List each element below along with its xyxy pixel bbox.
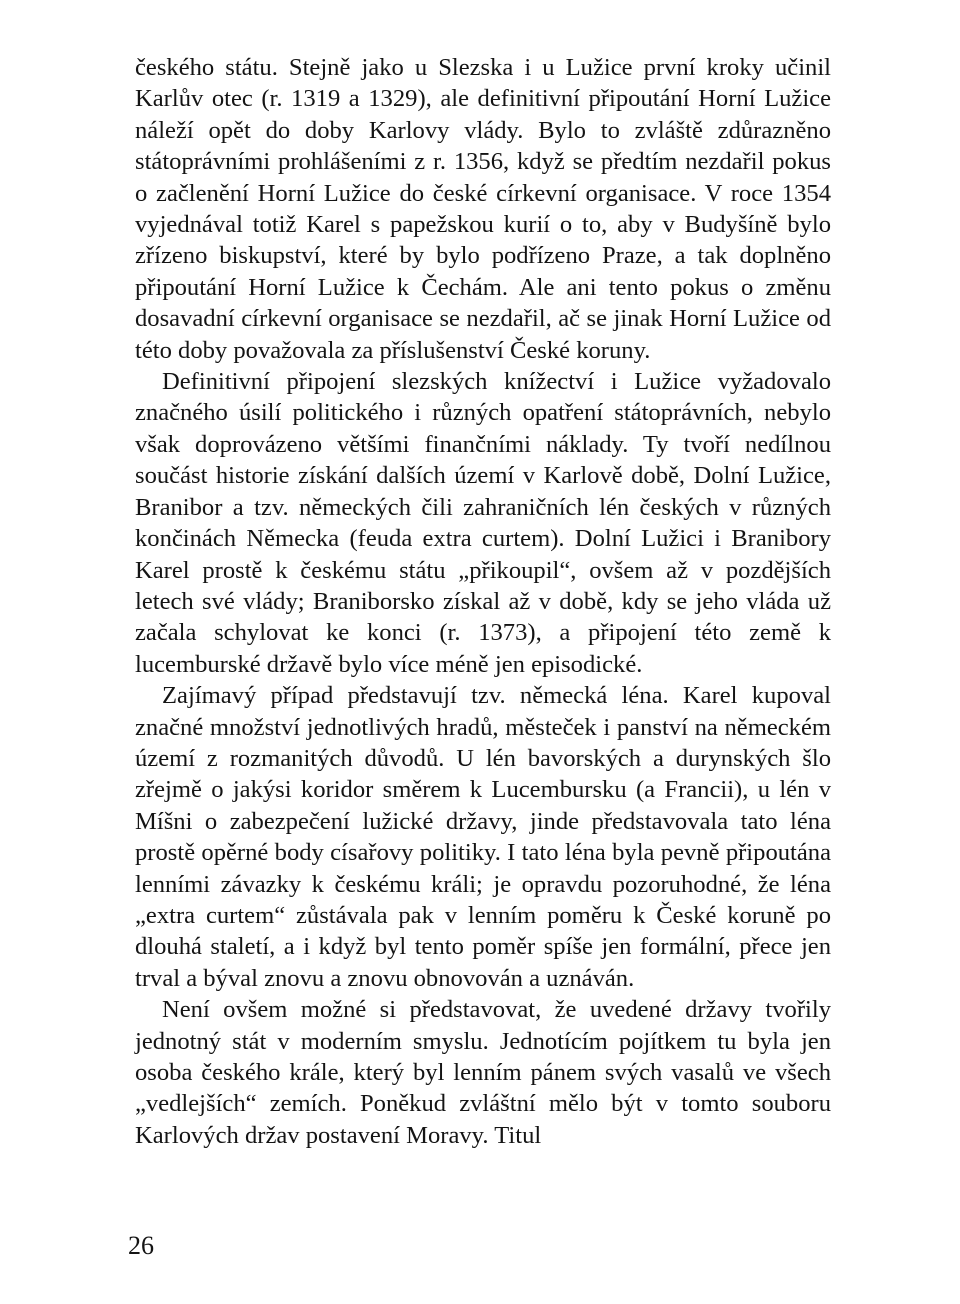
page-number: 26 [128,1231,154,1260]
page-text [135,52,831,1151]
paragraph-2: Definitivní připojení slezských knížectví i Lužice vyžadovalo značného úsilí politického i různých opatření státoprávních, nebylo však doprovázeno většími finančními náklady. Ty tvoří nedílnou součást historie získání dalších území v Karlově době, Dolní Lužice, Branibor a tzv. německých čili zahraničních lén českých v různých končinách Německa (feuda extra curtem). Dolní Lužici i Branibory Karel prostě k českému státu „přikoupil“, ovšem až v pozdějších letech své vlády; Braniborsko získal až v době, kdy se jeho vláda už začala schylovat ke konci (r. 1373), a připojení této země k lucemburské državě bylo více méně jen episodické. [135,368,831,678]
paragraph-1: českého státu. Stejně jako u Slezska i u Lužice první kroky učinil Karlův otec (r. 1319 a 1329), ale definitivní připoutání Horní Lužice náleží opět do doby Karlovy vlády. Bylo to zvláště zdůrazněno státoprávními prohlášeními z r. 1356, když se předtím nezdařil pokus o začlenění Horní Lužice do české církevní organisace. V roce 1354 vyjednával totiž Karel s papežskou kurií o to, aby v Budyšíně bylo zřízeno biskupství, které by bylo podřízeno Praze, a tak doplněno připoutání Horní Lužice k Čechám. Ale ani tento pokus o změnu dosavadní církevní organisace se nezdařil, ač se jinak Horní Lužice od této doby považovala za příslušenství České koruny. [135,54,831,364]
paragraph-4: Není ovšem možné si představovat, že uvedené državy tvořily jednotný stát v moderním smyslu. Jednotícím pojítkem tu byla jen osoba českého krále, který byl lenním pánem svých vasalů ve všech „vedlejších“ zemích. Poněkud zvláštní mělo být v tomto souboru Karlových držav postavení Moravy. Titul [135,996,831,1149]
paragraph-3: Zajímavý případ představují tzv. německá léna. Karel kupoval značné množství jednotlivých hradů, městeček i panství na německém území z rozmanitých důvodů. U lén bavorských a durynských šlo zřejmě o jakýsi koridor směrem k Lucembursku (a Francii), u lén v Míšni o zabezpečení lužické državy, jinde představovala tato léna prostě opěrné body císařovy politiky. I tato léna byla pevně připoutána lenními závazky k českému králi; je opravdu pozoruhodné, že léna „extra curtem“ zůstávala pak v lenním poměru k České koruně po dlouhá staletí, a i když byl tento poměr spíše jen formální, přece jen trval a býval znovu a znovu obnovován a uznáván. [135,682,831,992]
